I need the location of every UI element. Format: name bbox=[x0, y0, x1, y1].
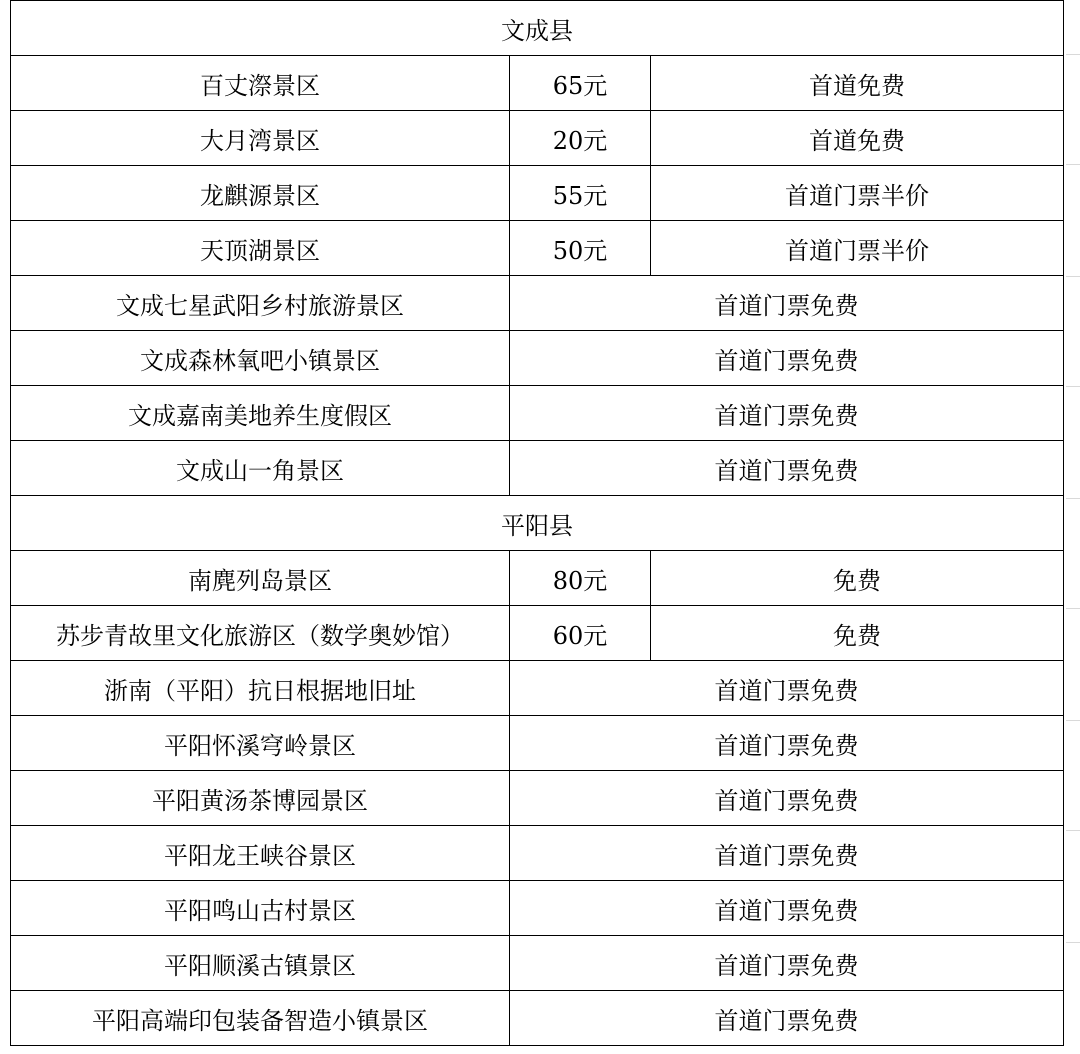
policy-cell: 首道门票免费 bbox=[510, 716, 1064, 771]
scenic-name-cell: 大月湾景区 bbox=[11, 111, 510, 166]
scenic-name-cell: 平阳鸣山古村景区 bbox=[11, 881, 510, 936]
scenic-name-cell: 平阳黄汤茶博园景区 bbox=[11, 771, 510, 826]
scenic-name-cell: 文成嘉南美地养生度假区 bbox=[11, 386, 510, 441]
table-row bbox=[11, 826, 1064, 881]
policy-cell: 首道门票免费 bbox=[510, 991, 1064, 1046]
price-cell: 20元 bbox=[510, 111, 651, 166]
scenic-name-cell: 文成森林氧吧小镇景区 bbox=[11, 331, 510, 386]
price-cell: 60元 bbox=[510, 606, 651, 661]
gridline bbox=[1066, 830, 1080, 831]
county-header: 平阳县 bbox=[11, 496, 1064, 551]
policy-cell: 首道门票半价 bbox=[651, 221, 1064, 276]
policy-cell: 首道门票免费 bbox=[510, 661, 1064, 716]
table-row bbox=[11, 661, 1064, 716]
gridline bbox=[1066, 276, 1080, 277]
policy-cell: 首道门票免费 bbox=[510, 881, 1064, 936]
policy-cell: 首道门票免费 bbox=[510, 386, 1064, 441]
policy-cell: 首道门票半价 bbox=[651, 166, 1064, 221]
policy-cell: 首道门票免费 bbox=[510, 276, 1064, 331]
policy-cell: 首道门票免费 bbox=[510, 936, 1064, 991]
gridline bbox=[1066, 608, 1080, 609]
scenic-name-cell: 天顶湖景区 bbox=[11, 221, 510, 276]
policy-cell: 首道门票免费 bbox=[510, 771, 1064, 826]
scenic-name-cell: 平阳高端印包装备智造小镇景区 bbox=[11, 991, 510, 1046]
county-header: 文成县 bbox=[11, 1, 1064, 56]
policy-cell: 首道免费 bbox=[651, 111, 1064, 166]
table-row bbox=[11, 111, 1064, 166]
gridline bbox=[1066, 386, 1080, 387]
policy-cell: 首道免费 bbox=[651, 56, 1064, 111]
county-header-row bbox=[11, 1, 1064, 56]
scenic-name-cell: 平阳龙王峡谷景区 bbox=[11, 826, 510, 881]
gridline bbox=[1066, 54, 1080, 55]
gridline bbox=[1066, 720, 1080, 721]
table-row bbox=[11, 936, 1064, 991]
table-row bbox=[11, 991, 1064, 1046]
scenic-name-cell: 文成山一角景区 bbox=[11, 441, 510, 496]
policy-cell: 首道门票免费 bbox=[510, 826, 1064, 881]
policy-cell: 免费 bbox=[651, 606, 1064, 661]
gridline bbox=[1066, 164, 1080, 165]
table-row bbox=[11, 166, 1064, 221]
price-cell: 55元 bbox=[510, 166, 651, 221]
scenic-name-cell: 苏步青故里文化旅游区（数学奥妙馆） bbox=[11, 606, 510, 661]
table-row bbox=[11, 551, 1064, 606]
scenic-name-cell: 平阳顺溪古镇景区 bbox=[11, 936, 510, 991]
table-row bbox=[11, 606, 1064, 661]
spreadsheet-area bbox=[10, 0, 1064, 1046]
price-cell: 65元 bbox=[510, 56, 651, 111]
scenic-name-cell: 南麂列岛景区 bbox=[11, 551, 510, 606]
table-row bbox=[11, 56, 1064, 111]
gridline bbox=[1066, 498, 1080, 499]
county-header-row bbox=[11, 496, 1064, 551]
table-row bbox=[11, 221, 1064, 276]
policy-cell: 免费 bbox=[651, 551, 1064, 606]
scenic-name-cell: 龙麒源景区 bbox=[11, 166, 510, 221]
table-row bbox=[11, 276, 1064, 331]
price-cell: 50元 bbox=[510, 221, 651, 276]
gridline bbox=[1066, 942, 1080, 943]
scenic-name-cell: 平阳怀溪穹岭景区 bbox=[11, 716, 510, 771]
table-row bbox=[11, 331, 1064, 386]
scenic-table bbox=[10, 0, 1064, 1046]
table-row bbox=[11, 771, 1064, 826]
table-row bbox=[11, 716, 1064, 771]
table-row bbox=[11, 386, 1064, 441]
scenic-name-cell: 浙南（平阳）抗日根据地旧址 bbox=[11, 661, 510, 716]
policy-cell: 首道门票免费 bbox=[510, 441, 1064, 496]
price-cell: 80元 bbox=[510, 551, 651, 606]
table-row bbox=[11, 441, 1064, 496]
scenic-name-cell: 百丈漈景区 bbox=[11, 56, 510, 111]
policy-cell: 首道门票免费 bbox=[510, 331, 1064, 386]
table-row bbox=[11, 881, 1064, 936]
scenic-name-cell: 文成七星武阳乡村旅游景区 bbox=[11, 276, 510, 331]
